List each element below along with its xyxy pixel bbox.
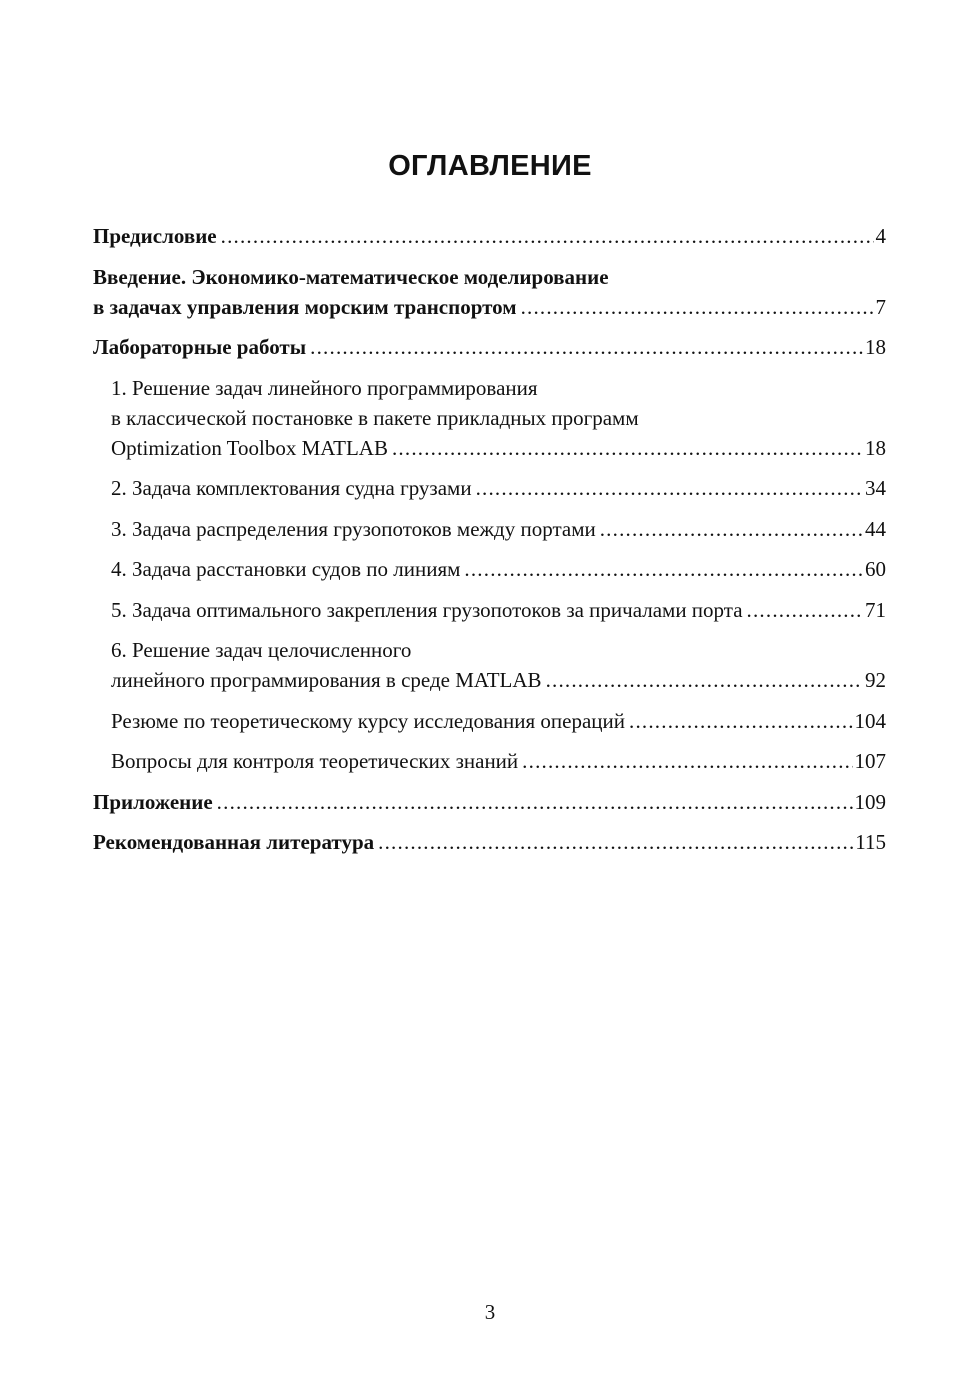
toc-entry-title-line: в задачах управления морским транспортом <box>93 294 517 319</box>
toc-page-number: 7 <box>875 294 886 319</box>
toc-entry-title-line: Optimization Toolbox MATLAB <box>111 435 388 460</box>
toc-entry[interactable] <box>93 554 886 584</box>
dot-leader <box>310 332 863 362</box>
toc-entry[interactable] <box>93 706 886 736</box>
toc-page-number: 18 <box>865 335 886 359</box>
toc-entry-title-line: линейного программирования в среде MATLAB <box>111 668 542 692</box>
page-title: ОГЛАВЛЕНИЕ <box>388 150 592 182</box>
toc-entry-row <box>111 473 886 503</box>
toc-entry-row <box>111 706 886 736</box>
toc-entry[interactable] <box>93 332 886 362</box>
toc-entry-title-line: Предисловие <box>93 224 217 248</box>
toc-entry[interactable] <box>93 221 886 251</box>
toc-entry-title-line: в классической постановке в пакете прикладных программ <box>111 405 639 430</box>
toc-entry-row <box>93 827 886 857</box>
dot-leader <box>522 746 852 776</box>
toc-entry[interactable] <box>93 746 886 776</box>
toc-page-number: 34 <box>865 476 886 500</box>
toc-entry[interactable] <box>93 262 886 322</box>
toc-entry-title-line: 6. Решение задач целочисленного <box>111 638 412 662</box>
page-number: 3 <box>484 1300 496 1324</box>
dot-leader <box>217 787 853 817</box>
dot-leader <box>476 473 863 503</box>
toc-entry-title-line: Вопросы для контроля теоретических знаний <box>111 749 519 773</box>
toc-page-number: 60 <box>865 557 886 581</box>
dot-leader <box>546 665 863 695</box>
toc-page-number: 71 <box>865 597 886 622</box>
toc-entry-row <box>111 595 886 625</box>
dot-leader <box>221 221 874 251</box>
toc-entry-row <box>93 332 886 362</box>
toc-entry-row <box>111 746 886 776</box>
dot-leader <box>629 706 853 736</box>
toc-page-number: 115 <box>855 830 886 854</box>
toc-entry[interactable] <box>93 514 886 544</box>
toc-entry[interactable] <box>93 473 886 503</box>
dot-leader <box>600 514 863 544</box>
toc-entry-row <box>93 292 886 322</box>
toc-page-number: 18 <box>865 435 886 460</box>
toc-entry-title-line: Приложение <box>93 789 213 814</box>
toc-entry-row <box>111 554 886 584</box>
toc-entry[interactable] <box>93 787 886 817</box>
toc-page-number: 44 <box>865 516 886 541</box>
toc-entry-title-line: 2. Задача комплектования судна грузами <box>111 476 472 500</box>
dot-leader <box>747 595 863 625</box>
dot-leader <box>521 292 874 322</box>
toc-page-number: 107 <box>854 749 886 773</box>
toc-entry-row <box>93 787 886 817</box>
table-of-contents <box>93 221 886 868</box>
toc-page-number: 109 <box>854 789 886 814</box>
toc-entry-title-line: Введение. Экономико-математическое моделирование <box>93 264 609 289</box>
toc-entry-row <box>111 665 886 695</box>
toc-entry-title-line: 3. Задача распределения грузопотоков между портами <box>111 516 596 541</box>
toc-entry[interactable] <box>93 635 886 695</box>
toc-entry-title-line: 5. Задача оптимального закрепления грузопотоков за причалами порта <box>111 597 743 622</box>
toc-entry-title-line: 4. Задача расстановки судов по линиям <box>111 557 461 581</box>
dot-leader <box>392 433 863 463</box>
toc-entry-row <box>111 514 886 544</box>
toc-entry-title-line: Резюме по теоретическому курсу исследования операций <box>111 708 625 733</box>
toc-entry[interactable] <box>93 827 886 857</box>
toc-page-number: 4 <box>875 224 886 248</box>
toc-page-number: 92 <box>865 668 886 692</box>
toc-entry-title-line: 1. Решение задач линейного программирования <box>111 375 538 400</box>
toc-page-number: 104 <box>854 708 886 733</box>
toc-entry-title-line: Рекомендованная литература <box>93 830 375 854</box>
toc-entry-row <box>93 221 886 251</box>
toc-entry-row <box>111 433 886 463</box>
toc-entry[interactable] <box>93 373 886 463</box>
dot-leader <box>464 554 863 584</box>
toc-entry-title-line: Лабораторные работы <box>93 335 307 359</box>
toc-entry[interactable] <box>93 595 886 625</box>
dot-leader <box>378 827 853 857</box>
